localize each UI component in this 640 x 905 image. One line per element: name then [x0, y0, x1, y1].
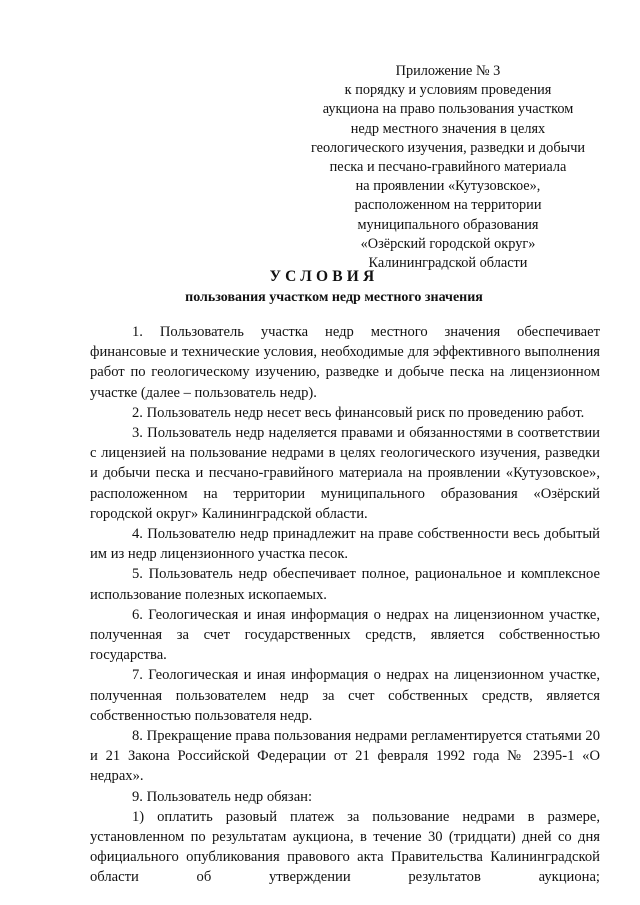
annex-line: расположенном на территории: [354, 197, 542, 214]
annex-line: Калининградской области: [368, 255, 528, 272]
paragraph-3: 3. Пользователь недр наделяется правами и обязанностями в соответствии с лицензией на пользование недрами в целях геологического изучения, разведки и добычи песка и песчано-гравийного материала на проявлении «Кутузовское», расположенном на территории муниципального образования «Озёрский городской округ» Калининградской области.: [90, 425, 600, 522]
annex-line: песка и песчано-гравийного материала: [329, 159, 567, 176]
paragraph-8: 8. Прекращение права пользования недрами регламентируется статьями 20 и 21 Закона Российской Федерации от 21 февраля 1992 года № 2395-1 «О недрах».: [90, 728, 600, 785]
document-title: УСЛОВИЯ: [269, 268, 379, 285]
annex-line: недр местного значения в целях: [350, 120, 546, 137]
paragraph-1: 1. Пользователь участка недр местного значения обеспечивает финансовые и технические условия, необходимые для эффективного выполнения работ по геологическому изучению, разведке и добыче песка на лицензионном участке (далее – пользователь недр).: [90, 324, 600, 401]
paragraph-4: 4. Пользователю недр принадлежит на праве собственности весь добытый им из недр лицензионного участка песок.: [90, 526, 600, 563]
annex-line: аукциона на право пользования участком: [322, 101, 574, 118]
paragraph-2: 2. Пользователь недр несет весь финансовый риск по проведению работ.: [132, 404, 585, 421]
annex-line: геологического изучения, разведки и добычи: [310, 139, 586, 156]
paragraph-5: 5. Пользователь недр обеспечивает полное, рациональное и комплексное использование полезных ископаемых.: [90, 566, 600, 603]
paragraph-6: 6. Геологическая и иная информация о недрах на лицензионном участке, полученная за счет государственных средств, является собственностью государства.: [90, 606, 600, 664]
document-body: [90, 322, 600, 888]
annex-line: «Озёрский городской округ»: [360, 235, 536, 252]
annex-header: [292, 62, 604, 273]
paragraph-9-1: 1) оплатить разовый платеж за пользование недрами в размере, установленном по результатам аукциона, в течение 30 (тридцати) дней со дня официального опубликования правового акта Правительства Калининградской области об утверждении результатов аукциона;: [90, 808, 600, 886]
annex-line: к порядку и условиям проведения: [344, 82, 552, 99]
annex-line: муниципального образования: [357, 216, 539, 233]
annex-line: Приложение № 3: [395, 63, 501, 79]
paragraph-7: 7. Геологическая и иная информация о недрах на лицензионном участке, полученная пользователем недр за счет собственных средств, является собственностью пользователя недр.: [90, 667, 600, 724]
paragraph-9: 9. Пользователь недр обязан:: [132, 788, 313, 805]
document-subtitle: пользования участком недр местного значения: [185, 290, 483, 305]
annex-line: на проявлении «Кутузовское»,: [355, 178, 541, 195]
